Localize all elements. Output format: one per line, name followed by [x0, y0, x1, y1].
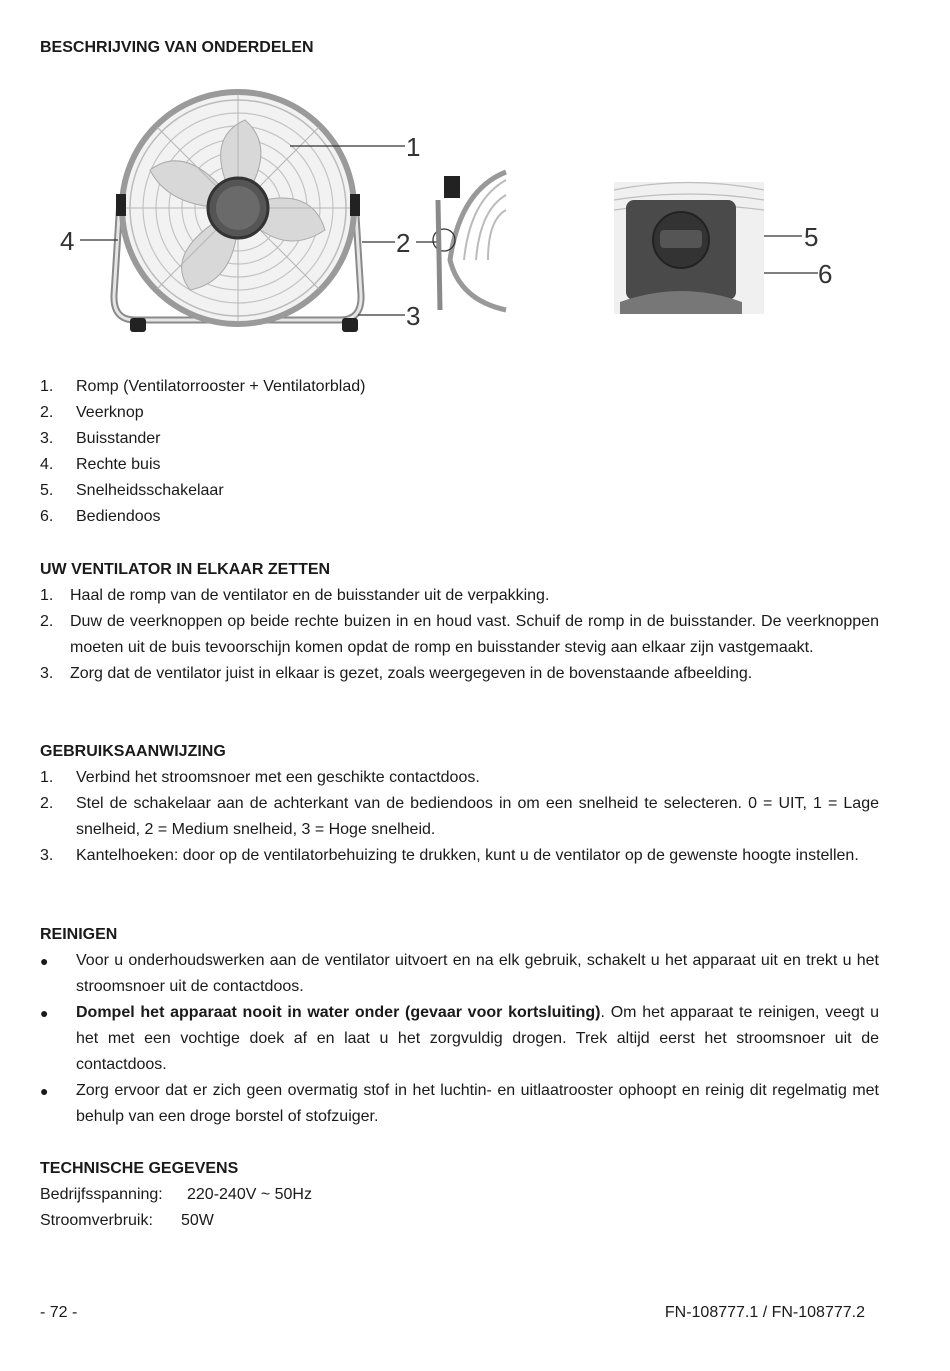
usage-heading: GEBRUIKSAANWIJZING: [40, 743, 226, 760]
warning-text: Dompel het apparaat nooit in water onder (gevaar voor kortsluiting): [76, 1004, 601, 1021]
spec-value: 50W: [181, 1212, 214, 1229]
list-item: 2. Stel de schakelaar aan de achterkant van de bediendoos in om een snelheid te selecteren. 0 = UIT, 1 = Lage snelheid, 2 = Medium snelheid, 3 = Hoge snelheid.: [40, 795, 879, 838]
assembly-list: [40, 583, 879, 687]
list-item: 2. Duw de veerknoppen op beide rechte buizen in en houd vast. Schuif de romp in de buisstander. De veerknoppen moeten uit de buis tevoorschijn komen opdat de romp en buisstander stevig aan elkaar zijn vastgemaakt.: [40, 613, 879, 656]
spec-value: 220-240V ~ 50Hz: [187, 1186, 312, 1203]
list-item: 3. Buisstander: [40, 430, 161, 447]
specs-heading: TECHNISCHE GEGEVENS: [40, 1160, 239, 1177]
control-box-detail: [614, 182, 764, 314]
cleaning-heading: REINIGEN: [40, 926, 118, 943]
list-item: 6. Bediendoos: [40, 508, 161, 525]
callout-5: 5: [804, 222, 819, 252]
usage-list: [40, 765, 879, 869]
list-item: 1. Verbind het stroomsnoer met een geschikte contactdoos.: [40, 769, 480, 786]
callout-1: 1: [406, 132, 421, 162]
list-item: 4. Rechte buis: [40, 456, 161, 473]
fan-parts-illustration: [40, 80, 879, 350]
page-number: - 72 -: [40, 1304, 78, 1321]
list-item: 1. Romp (Ventilatorrooster + Ventilatorblad): [40, 378, 366, 395]
parts-list: [40, 374, 879, 530]
list-item: ● Zorg ervoor dat er zich geen overmatig stof in het luchtin- en uitlaatrooster ophoopt en reinig dit regelmatig met behulp van een droge borstel of stofzuiger.: [40, 1082, 879, 1125]
callout-2: 2: [396, 228, 411, 258]
spec-row: [40, 1208, 214, 1234]
spec-label: Bedrijfsspanning:: [40, 1186, 163, 1203]
spec-label: Stroomverbruik:: [40, 1212, 153, 1229]
assembly-heading: UW VENTILATOR IN ELKAAR ZETTEN: [40, 561, 331, 578]
callout-3: 3: [406, 301, 421, 331]
list-item: ● Voor u onderhoudswerken aan de ventilator uitvoert en na elk gebruik, schakelt u het apparaat uit en trekt u het stroomsnoer uit de contactdoos.: [40, 952, 879, 995]
cleaning-list: [40, 948, 879, 1130]
spring-button-detail: [433, 170, 506, 310]
fan-front-view: [114, 92, 361, 332]
list-item: 3. Kantelhoeken: door op de ventilatorbehuizing te drukken, kunt u de ventilator op de gewenste hoogte instellen.: [40, 847, 859, 864]
parts-heading: BESCHRIJVING VAN ONDERDELEN: [40, 39, 314, 56]
callout-4: 4: [60, 226, 75, 256]
list-item: ● Dompel het apparaat nooit in water onder (gevaar voor kortsluiting). Om het apparaat te reinigen, veegt u het met een vochtige doek af en laat u het zorgvuldig drogen. Trek altijd eerst het stroomsnoer uit de contactdoos.: [40, 1004, 879, 1073]
list-item: 5. Snelheidsschakelaar: [40, 482, 224, 499]
callout-6: 6: [818, 259, 833, 289]
spec-row: [40, 1182, 312, 1208]
list-item: 2. Veerknop: [40, 404, 144, 421]
model-number: FN-108777.1 / FN-108777.2: [664, 1304, 865, 1321]
list-item: 1. Haal de romp van de ventilator en de buisstander uit de verpakking.: [40, 587, 550, 604]
list-item: 3. Zorg dat de ventilator juist in elkaar is gezet, zoals weergegeven in de bovenstaande afbeelding.: [40, 665, 753, 682]
